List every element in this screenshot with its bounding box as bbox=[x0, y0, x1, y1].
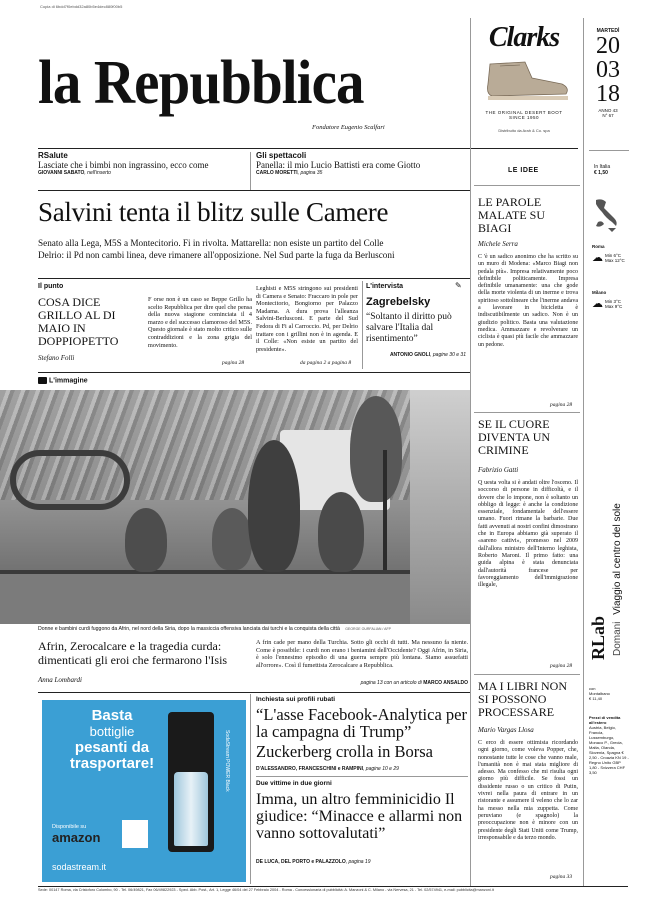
afrin-text: A frin cade per mano della Turchia. Sotto gli occhi di tutti. Ma nessuno fa niente. Come è possibile: i curdi non erano i beniamini dell'Occidente? Oggi Afrin, in Siria, è solo l'ennesimo episodio di una guerra sempre più lontana. Siamo assuefatti all'orrore». Così il fumettista Zerocalcare a Repubblica. bbox=[256, 639, 468, 669]
femminicidio-authors-2: e PALAZZOLO bbox=[310, 859, 346, 865]
immagine-label-text: L'immagine bbox=[49, 377, 88, 385]
italy-map-icon bbox=[588, 196, 624, 234]
femminicidio-label: Due vittime in due giorni bbox=[256, 780, 332, 787]
sodastream-machine-image bbox=[168, 712, 214, 852]
side3-author: Mario Vargas Llosa bbox=[478, 726, 534, 734]
copy-line: Copia di 6bdd7f0ebdd32a80b5e4dec880f00b5 bbox=[40, 4, 123, 9]
teaser-text: Panella: il mio Lucio Battisti era come Giotto bbox=[256, 160, 421, 170]
weather-min: Min 6°C bbox=[605, 252, 622, 258]
founder-line: Fondatore Eugenio Scalfari bbox=[312, 124, 385, 131]
facebook-authors: D'ALESSANDRO, FRANCESCHINI bbox=[256, 766, 337, 772]
teaser-rsalute[interactable] bbox=[38, 151, 248, 176]
caption-credit: GEORGE OURFALIAN / AFP bbox=[345, 627, 391, 631]
price-value: € 1,50 bbox=[594, 170, 608, 176]
date-month: 03 bbox=[596, 57, 620, 83]
footer-text: Sede: 00147 Roma, via Cristoforo Colombo, 90 - Tel. 06/49821, Fax 06/49822923 - Sped. Abb. Post., Art. 1, Legge 46/04 del 27 Febbraio 2004 - Roma - Concessionaria di pubblicità: A. Manzoni & C. Milano - via Nervesa, 21 - Tel. 02/574941, e-mail: pubblicita@manzoni.it bbox=[38, 888, 494, 892]
clarks-since: SINCE 1950 bbox=[508, 115, 539, 120]
weather-city: Milano bbox=[592, 290, 607, 295]
il-punto-text: F orse non è un caso se Beppe Grillo ha scelto Repubblica per dire quel che pensa della nuova stagione cominciata il 4 marzo e del successo clamoroso del M5S. Questo giornale è stato molto critico sulle contraddizioni e la zona grigia del movimento. bbox=[148, 296, 252, 349]
clarks-distributor: Distribuito da Arah & Co. spa bbox=[498, 128, 550, 133]
rain-cloud-icon: ☁ bbox=[592, 252, 603, 264]
caption-text: Donne e bambini curdi fuggono da Afrin, nel nord della Siria, dopo la massiccia offensiva lanciata dai turchi e la conquista della città bbox=[38, 626, 340, 632]
collateral-price: € 11,40 bbox=[589, 696, 603, 701]
afrin-ref-text: pagina 13 con un articolo di bbox=[360, 680, 422, 686]
weather-max: Max 9°C bbox=[605, 303, 623, 309]
date-year: 18 bbox=[596, 81, 620, 107]
pen-icon: ✎ bbox=[455, 281, 462, 290]
teaser-author: CARLO MORETTI bbox=[256, 170, 298, 176]
intervista-author: ANTONIO GNOLI bbox=[389, 352, 431, 358]
collateral-name: Montalbano bbox=[589, 691, 610, 696]
il-punto-author: Stefano Folli bbox=[38, 354, 75, 362]
side2-author: Fabrizio Gatti bbox=[478, 466, 519, 474]
weather-min: Min 3°C bbox=[605, 298, 622, 304]
rlab-label: Domani bbox=[612, 621, 623, 656]
clarks-ad[interactable] bbox=[470, 22, 578, 146]
teaser-suffix: , pagina 35 bbox=[297, 170, 323, 176]
teaser-author: GIOVANNI SABATO bbox=[38, 170, 85, 176]
teaser-section: Gli spettacoli bbox=[256, 151, 307, 160]
il-punto-ref: pagina 28 bbox=[222, 360, 245, 366]
amazon-logo: amazon bbox=[52, 830, 101, 845]
femminicidio-byline bbox=[256, 859, 371, 865]
clarks-logo: Clarks bbox=[488, 22, 560, 53]
side3-headline[interactable]: MA I LIBRI NON SI POSSONO PROCESSARE bbox=[478, 679, 567, 719]
le-idee-label: LE IDEE bbox=[508, 167, 539, 174]
weather-city: Roma bbox=[592, 244, 605, 249]
rlab-logo[interactable]: RLab bbox=[588, 615, 608, 660]
award-badge-icon bbox=[122, 820, 148, 848]
main-subhead-1: Senato alla Lega, M5S a Montecitorio. Fi in rivolta. Mattarella: non esiste un partito del Colle bbox=[38, 238, 384, 248]
photo-caption bbox=[38, 626, 470, 632]
immagine-label bbox=[38, 377, 88, 384]
rlab-promo[interactable] bbox=[612, 456, 623, 656]
con-label: con bbox=[589, 686, 596, 691]
intervista-name[interactable]: Zagrebelsky bbox=[366, 296, 431, 308]
side1-headline[interactable]: LE PAROLE MALATE SU BIAGI bbox=[478, 195, 546, 235]
date-day: 20 bbox=[596, 33, 620, 59]
side1-author: Michele Serra bbox=[478, 240, 518, 248]
abroad-title: Prezzi di vendita all'estero bbox=[589, 715, 621, 725]
zuckerberg-headline[interactable]: Zuckerberg crolla in Borsa bbox=[256, 742, 434, 761]
afrin-ref-author: MARCO ANSALDO bbox=[423, 680, 468, 686]
side3-ref: pagina 33 bbox=[550, 874, 573, 880]
intervista-ref: , pagine 30 e 31 bbox=[430, 352, 466, 358]
product-name: SodaStream POWER Black bbox=[224, 730, 230, 792]
rlab-text: Viaggio al centro del sole bbox=[612, 503, 623, 615]
facebook-headline[interactable]: “L'asse Facebook-Analytica per la campagna di Trump” bbox=[256, 705, 467, 741]
femminicidio-headline[interactable]: Imma, un altro femminicidio Il giudice: “Minacce e allarmi non vanno sottovalutati” bbox=[256, 791, 463, 842]
facebook-ref: , pagine 10 e 29 bbox=[363, 766, 399, 772]
side2-headline[interactable]: SE IL CUORE DIVENTA UN CRIMINE bbox=[478, 417, 551, 457]
afrin-ref bbox=[256, 680, 468, 686]
issue-number: N° 67 bbox=[602, 113, 614, 118]
intervista-label: L'intervista bbox=[366, 283, 404, 290]
facebook-label: Inchiesta sui profili rubati bbox=[256, 696, 336, 703]
facebook-byline bbox=[256, 766, 399, 772]
cloud-icon: ☁ bbox=[592, 298, 603, 310]
weather-roma bbox=[592, 244, 630, 264]
ad-line-3: pesanti da bbox=[74, 739, 150, 756]
ad-url: sodastream.it bbox=[52, 862, 107, 872]
ad-line-1: Basta bbox=[91, 707, 133, 724]
desert-boot-image bbox=[470, 54, 578, 104]
masthead-title[interactable]: la Repubblica bbox=[38, 49, 364, 117]
il-punto-headline[interactable]: COSA DICE GRILLO AL DI MAIO IN DOPPIOPETTO bbox=[38, 295, 119, 348]
main-subhead-2: Delrio: il Pd non cambi linea, deve rimanere all'opposizione. Nel Sud parte la fuga da Berlusconi bbox=[38, 250, 395, 260]
sodastream-ad[interactable] bbox=[42, 700, 246, 882]
intervista-byline bbox=[366, 352, 466, 358]
clarks-tagline: THE ORIGINAL DESERT BOOT bbox=[485, 110, 563, 115]
il-punto-label: Il punto bbox=[38, 283, 64, 290]
teaser-section: RSalute bbox=[38, 151, 68, 160]
femminicidio-ref: , pagina 19 bbox=[345, 859, 371, 865]
afrin-author: Anna Lombardi bbox=[38, 676, 82, 684]
abroad-prices: Austria, Belgio, Francia, Lussemburgo, Monaco P., Grecia, Malta, Olanda, Slovenia, Spagna € 2,50 - Croazia KN 19 - Regno Unito GBP 1,80 - Svizzera CHF 3,50 bbox=[589, 725, 629, 775]
femminicidio-authors: DE LUCA, DEL PORTO bbox=[256, 859, 310, 865]
price-label: In Italia bbox=[594, 164, 611, 170]
side2-text: Q uesta volta si è andati oltre l'osceno. Il soccorso di persone in difficoltà, e il dovere che lo impone, non è soltanto un obbligo di legge: è anche la condizione essenziale, fondamentale dell'essere umano. Fuori rimane la barbarie. Due fatti avvenuti ai nostri confini dimostrano che in Europa abbiamo già superato il «sareno cattivi», promesso nel 2009 dall'allora ministro dell'Interno leghista, Roberto Maroni. Il primo fatto: una guida alpina è stata denunciata dall'autorità francese per favoreggiamento dell'immigrazione illegale, bbox=[478, 480, 578, 589]
date-box bbox=[589, 28, 627, 118]
camera-icon bbox=[38, 377, 47, 384]
main-headline[interactable]: Salvini tenta il blitz sulle Camere bbox=[38, 197, 389, 227]
weather-max: Max 12°C bbox=[605, 257, 625, 263]
side2-ref: pagina 28 bbox=[550, 663, 573, 669]
side1-text: C 'è un sadico anonimo che ha scritto su un muro di Modena: «Marco Biagi non pedala più». Impresa relativamente poco definibile politicamente. Impresa definibile umanamente: una che gode della morte violenta di un inerme e trova spiritoso sottolineare che l'inerme andava a lavorare in bicicletta è indiscutibilmente un sadico. Non è un giudizio politico. Basta una valutazione medica. Ammazzare e revolverare un ciclista è quasi più facile che ammazzare un pedone. bbox=[478, 254, 578, 348]
ad-line-4: trasportare! bbox=[69, 755, 155, 772]
kurdish-refugees-photo[interactable] bbox=[0, 390, 470, 624]
side3-text: C erco di essere ottimista ricordando ogni giorno, come voleva Popper, che, nonostante tutte le cose che vanno male, l'umanità non è mai stata migliore di adesso. Ma confesso che mi risulta ogni giorno più difficile. Se fossi un dissidente russo o un critico di Putin, vivrei nella paura di entrare in un ristorante e assumere il veleno che lo zar ha messo nella mia zuppetta. Come peruviano (e spagnolo) la preoccupazione non è minore con un presidente degli Stati Uniti come Trump, irresponsabile e da terzo mondo. bbox=[478, 740, 578, 841]
amazon-label: Disponibile su bbox=[52, 824, 87, 830]
facebook-authors-2: e RAMPINI bbox=[336, 766, 364, 772]
teaser-text: Lasciate che i bimbi non ingrassino, ecco come bbox=[38, 160, 209, 170]
side-price-info bbox=[589, 686, 629, 775]
teaser-suffix: , nell'inserto bbox=[84, 170, 111, 176]
weather-milano bbox=[592, 290, 630, 310]
afrin-headline[interactable]: Afrin, Zerocalcare e la tragedia curda: dimenticati gli eroi che fermarono l'Isis bbox=[38, 639, 228, 667]
intervista-quote: “Soltanto il diritto può salvare l'Italia dal risentimento” bbox=[366, 312, 452, 344]
weekday: MARTEDÌ bbox=[596, 28, 620, 34]
anno: ANNO 43 bbox=[598, 108, 618, 113]
amazon-box bbox=[52, 824, 100, 845]
ad-line-2: bottiglie bbox=[89, 724, 135, 739]
side1-ref: pagina 28 bbox=[550, 402, 573, 408]
price-box bbox=[594, 164, 610, 176]
teaser-spettacoli[interactable] bbox=[256, 151, 466, 176]
main-body: Leghisti e M5S stringono sui presidenti di Camera e Senato: Fraccaro in pole per Montecitorio, Bongiorno per Palazzo Madama. A dura prova l'alleanza Salvini-Berlusconi. E parte del Sud Fedora di Fi al Carroccio. Pd, per Delrio trattare con i grillini non è in agenda. E il Colle: «Non esiste un partito del presidente». bbox=[256, 285, 358, 353]
main-body-ref: da pagina 2 a pagina 8 bbox=[300, 360, 352, 366]
